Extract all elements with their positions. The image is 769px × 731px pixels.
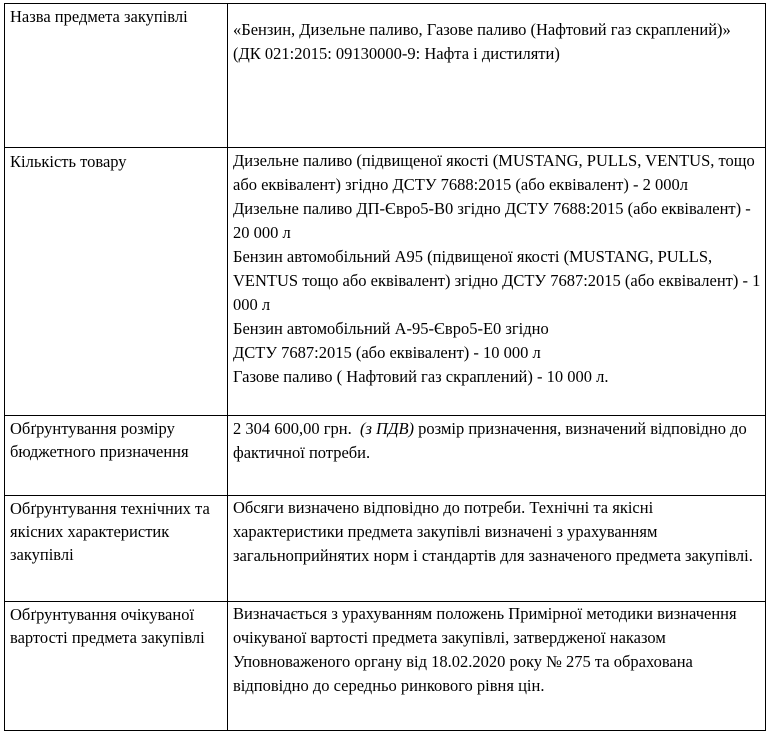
row-value-cell	[228, 416, 766, 496]
row-label-cell	[5, 4, 228, 148]
row-value-text: «Бензин, Дизельне паливо, Газове паливо (Нафтовий газ скраплений)» (ДК 021:2015: 09130000-9: Нафта і дистиляти)	[233, 20, 731, 63]
row-value-cell	[228, 496, 766, 602]
row-label: Обґрунтування технічних та якісних характеристик закупівлі	[10, 499, 210, 564]
row-label: Обґрунтування очікуваної вартості предмета закупівлі	[10, 605, 205, 647]
row-value-text: Визначається з урахуванням положень Примірної методики визначення очікуваної вартості предмета закупівлі, затвердженої наказом Уповноваженого органу від 18.02.2020 року № 275 та обрахована відповідно до середньо ринкового рівня цін.	[233, 604, 737, 695]
quantity-item-diesel-premium: Дизельне паливо (підвищеної якості (MUSTANG, PULLS, VENTUS, тощо або еквівалент) згідно ДСТУ 7688:2015 (або еквівалент) - 2 000л	[233, 151, 755, 194]
quantity-item-diesel-euro5: Дизельне паливо ДП-Євро5-В0 згідно ДСТУ 7688:2015 (або еквівалент) - 20 000 л	[233, 199, 751, 242]
table-row-subject-name	[5, 4, 766, 148]
quantity-item-lpg: Газове паливо ( Нафтовий газ скраплений) - 10 000 л.	[233, 367, 609, 386]
row-value-cell	[228, 602, 766, 731]
budget-amount: 2 304 600,00 грн.	[233, 419, 352, 438]
row-value-cell	[228, 148, 766, 416]
row-value-cell	[228, 4, 766, 148]
budget-description: розмір призначення, визначений відповідно до фактичної потреби.	[233, 419, 747, 462]
table-row-technical-justification	[5, 496, 766, 602]
table-row-expected-cost-justification	[5, 602, 766, 731]
quantity-item-petrol-a95-euro5: Бензин автомобільний А-95-Євро5-Е0 згідно	[233, 319, 549, 338]
row-label: Назва предмета закупівлі	[10, 7, 188, 26]
vat-note: (з ПДВ)	[359, 419, 415, 438]
table-row-goods-quantity	[5, 148, 766, 416]
row-label-cell	[5, 602, 228, 731]
row-label: Кількість товару	[10, 152, 127, 171]
row-label-cell	[5, 416, 228, 496]
table-row-budget-justification	[5, 416, 766, 496]
procurement-justification-table	[4, 3, 766, 731]
row-label-cell	[5, 148, 228, 416]
row-label-cell	[5, 496, 228, 602]
row-label: Обґрунтування розміру бюджетного призначення	[10, 419, 189, 461]
quantity-item-petrol-a95-euro5-standard: ДСТУ 7687:2015 (або еквівалент) - 10 000 л	[233, 343, 541, 362]
quantity-item-petrol-a95-premium: Бензин автомобільний А95 (підвищеної якості (MUSTANG, PULLS, VENTUS тощо або еквівалент) згідно ДСТУ 7687:2015 (або еквівалент) - 1 000 л	[233, 247, 761, 314]
row-value-text: Обсяги визначено відповідно до потреби. Технічні та якісні характеристики предмета закупівлі визначені з урахуванням загальноприйнятих норм і стандартів для зазначеного предмета закупівлі.	[233, 498, 753, 565]
